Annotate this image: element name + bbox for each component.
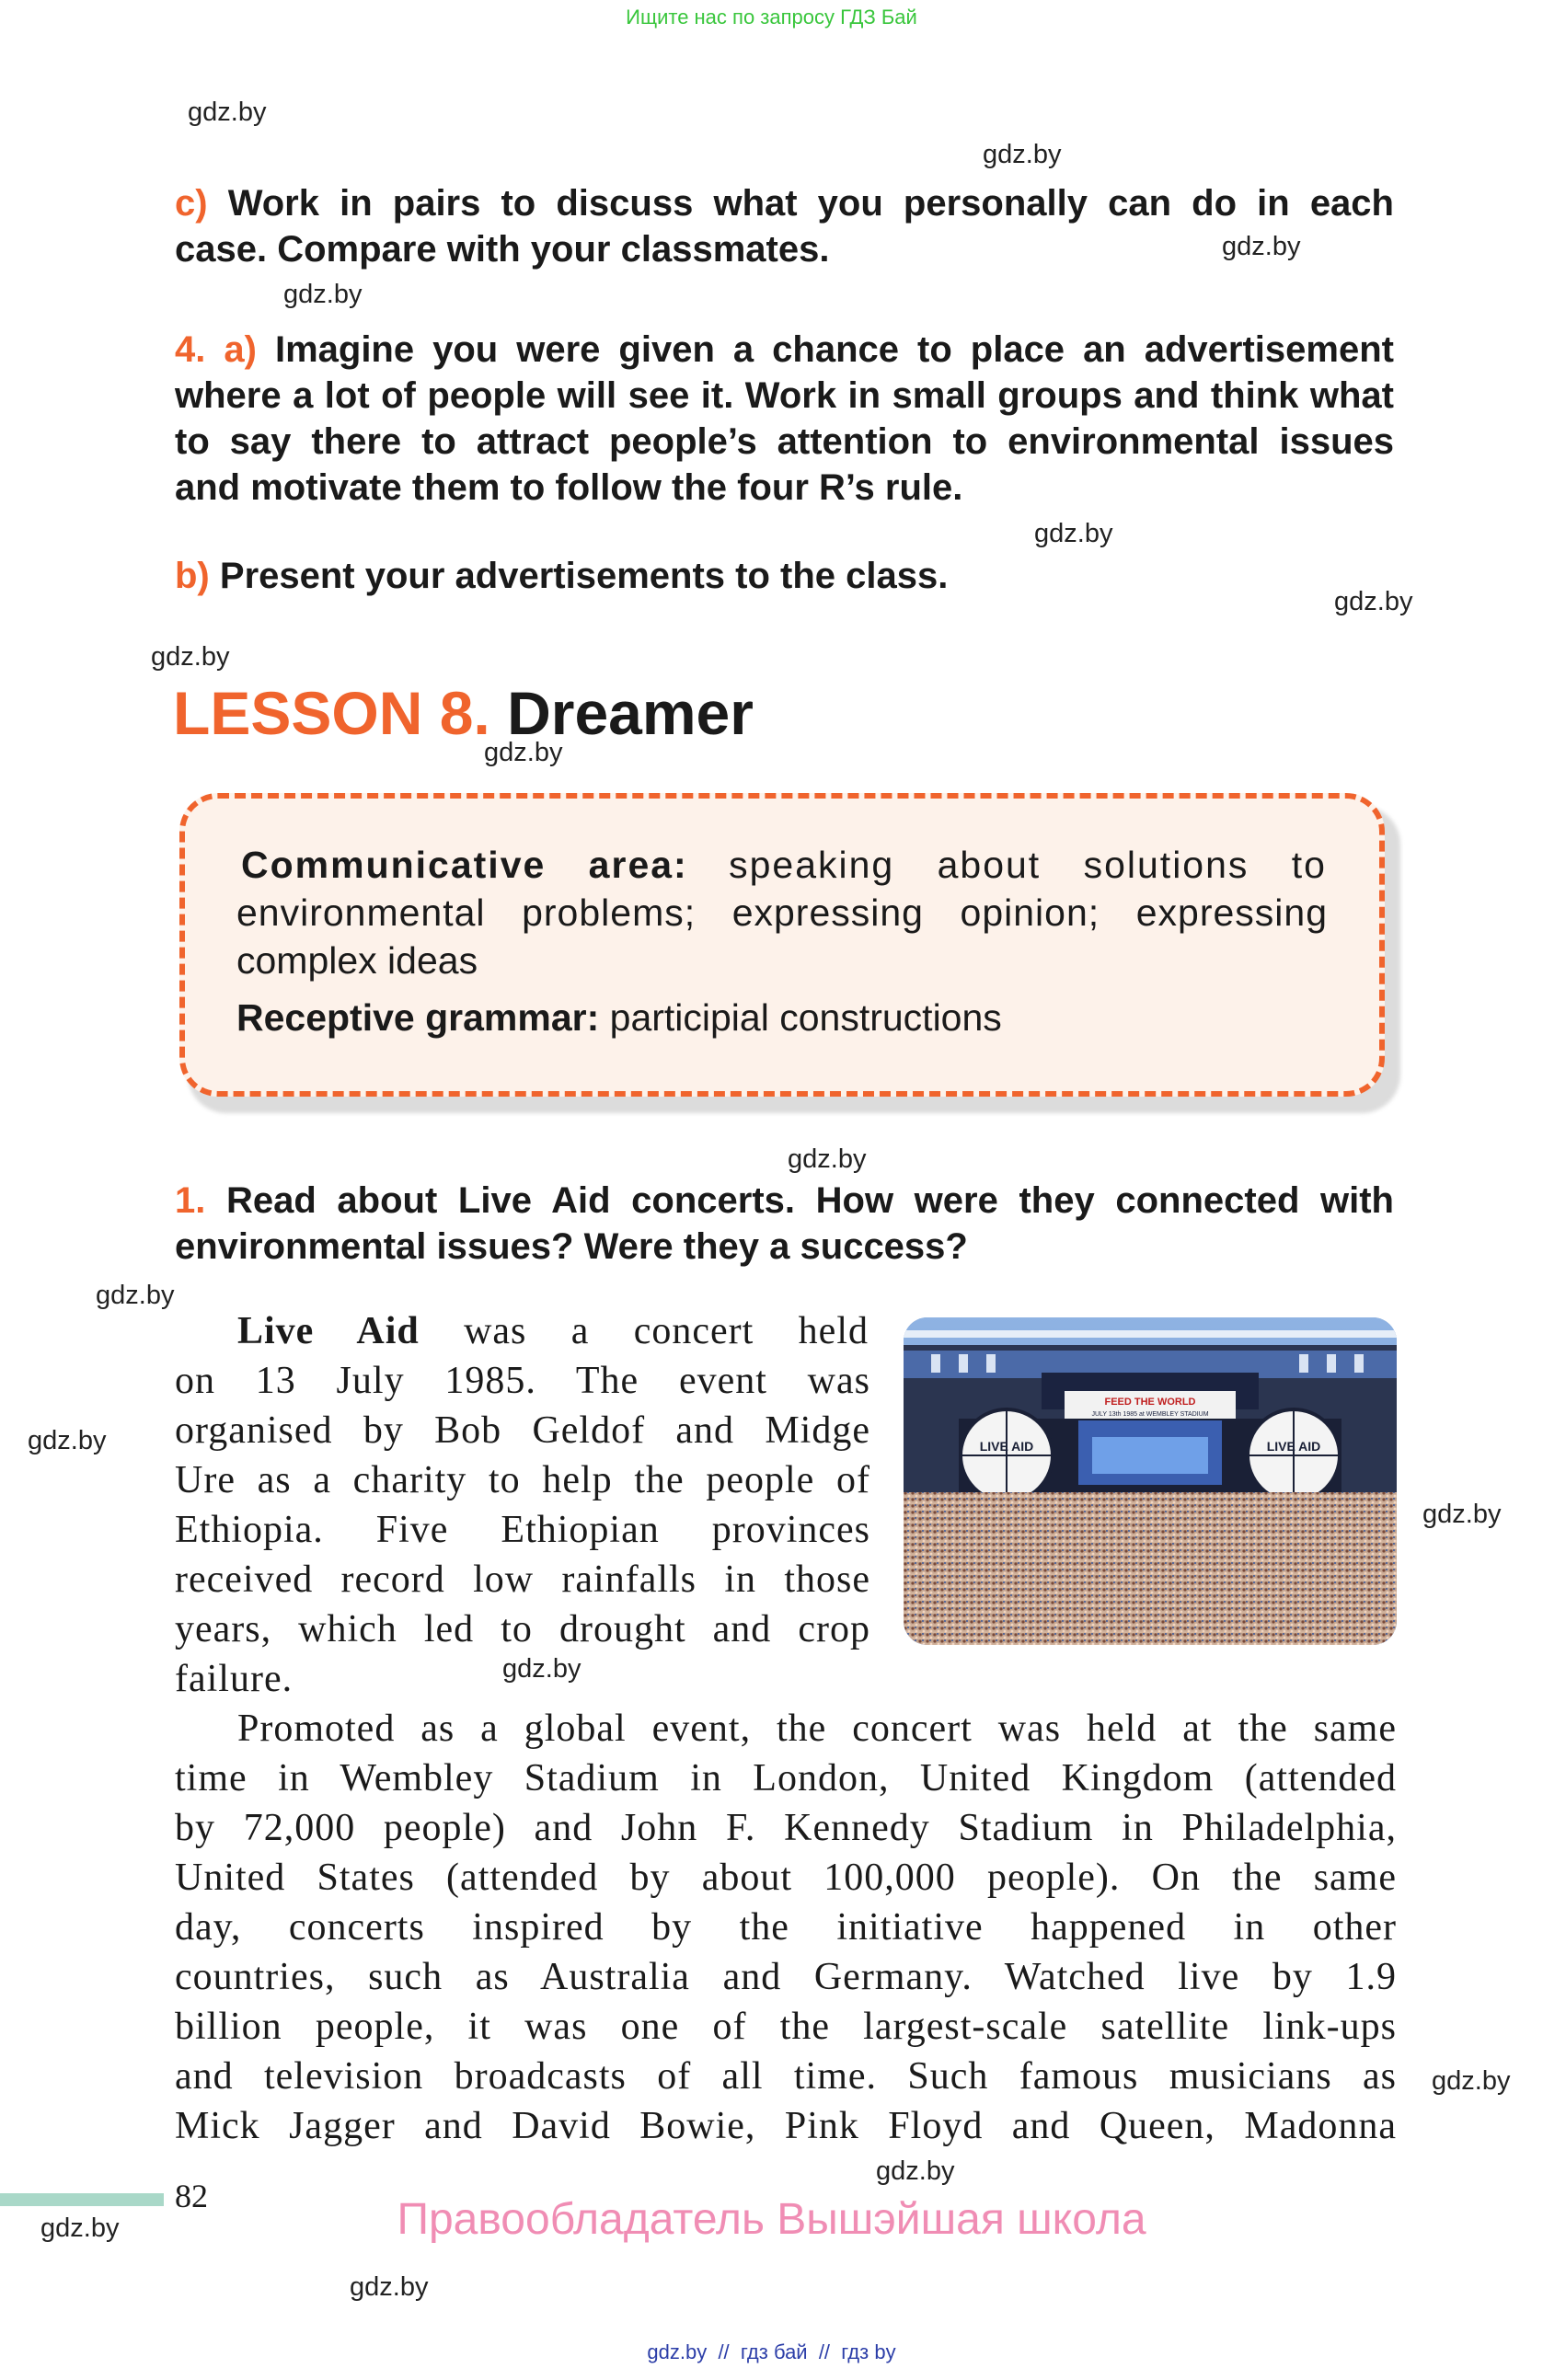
task-4b xyxy=(175,553,1394,599)
watermark: gdz.by xyxy=(1334,587,1413,616)
task-number: 4. a) xyxy=(175,329,257,370)
watermark: gdz.by xyxy=(283,280,363,309)
article-line: on 13 July 1985. The event was xyxy=(175,1360,870,1402)
watermark: gdz.by xyxy=(151,642,230,672)
task-4a-line4: and motivate them to follow the four R’s rule. xyxy=(175,467,963,508)
task-number: 1. xyxy=(175,1180,206,1221)
photo-banner-2: JULY 13th 1985 at WEMBLEY STADIUM xyxy=(1091,1411,1209,1418)
watermark: gdz.by xyxy=(1222,232,1301,261)
top-banner: Ищите нас по запросу ГДЗ Бай xyxy=(626,6,917,29)
article-line: Ethiopia. Five Ethiopian provinces xyxy=(175,1509,870,1551)
watermark: gdz.by xyxy=(983,140,1062,169)
article-line: day, concerts inspired by the initiative happened in other xyxy=(175,1906,1397,1949)
article-line: time in Wembley Stadium in London, United Kingdom (attended xyxy=(175,1757,1397,1799)
task-3c-line2: case. Compare with your classmates. xyxy=(175,229,830,270)
task-1-line2: environmental issues? Were they a success? xyxy=(175,1226,968,1267)
watermark: gdz.by xyxy=(484,738,563,767)
footer-links: gdz.by // гдз бай // гдз by xyxy=(647,2340,896,2363)
receptive-grammar-label: Receptive grammar: xyxy=(236,996,600,1039)
article-line: countries, such as Australia and Germany. Watched live by 1.9 xyxy=(175,1956,1397,1998)
task-number: c) xyxy=(175,183,208,224)
watermark: gdz.by xyxy=(350,2272,429,2302)
receptive-grammar-text: participial constructions xyxy=(609,996,1002,1039)
task-4a-line2: where a lot of people will see it. Work in small groups and think what xyxy=(175,375,1394,416)
article-line: billion people, it was one of the largest-scale satellite link-ups xyxy=(175,2006,1397,2048)
lesson-title xyxy=(173,676,754,750)
communicative-area-line xyxy=(241,841,1327,889)
task-4a xyxy=(175,327,1394,373)
article-text: was a concert held xyxy=(464,1310,869,1352)
photo-logo-right: LIVE AID xyxy=(1266,1439,1321,1454)
article-line: by 72,000 people) and John F. Kennedy Stadium in Philadelphia, xyxy=(175,1807,1397,1849)
article-line: organised by Bob Geldof and Midge xyxy=(175,1409,870,1452)
task-text: Present your advertisements to the class. xyxy=(219,556,949,596)
watermark: gdz.by xyxy=(1034,519,1113,548)
article-line xyxy=(237,1306,869,1356)
communicative-area-line-2: environmental problems; expressing opinion; expressing xyxy=(236,891,1328,934)
rights-holder: Правообладатель Вышэйшая школа xyxy=(397,2195,1146,2244)
watermark: gdz.by xyxy=(788,1144,867,1174)
communicative-area-label: Communicative area: xyxy=(241,844,688,886)
article-bold-term: Live Aid xyxy=(237,1310,420,1352)
article-line: Mick Jagger and David Bowie, Pink Floyd and Queen, Madonna xyxy=(175,2105,1397,2147)
article-line: years, which led to drought and crop xyxy=(175,1608,870,1650)
live-aid-concert-photo xyxy=(904,1317,1397,1645)
task-number: b) xyxy=(175,556,210,596)
communicative-area-line-3: complex ideas xyxy=(236,939,478,982)
watermark: gdz.by xyxy=(28,1426,107,1455)
task-3c xyxy=(175,180,1394,226)
watermark: gdz.by xyxy=(1422,1500,1502,1529)
receptive-grammar-line xyxy=(236,994,1330,1041)
article-line: failure. xyxy=(175,1658,294,1700)
watermark: gdz.by xyxy=(502,1654,582,1684)
watermark: gdz.by xyxy=(876,2156,955,2186)
task-text: Read about Live Aid concerts. How were they connected with xyxy=(225,1180,1394,1221)
lesson-name: Dreamer xyxy=(507,679,754,747)
article-line: Promoted as a global event, the concert was held at the same xyxy=(237,1707,1397,1750)
page-number: 82 xyxy=(175,2178,208,2214)
task-text: Work in pairs to discuss what you personally can do in each xyxy=(227,183,1394,224)
watermark: gdz.by xyxy=(40,2213,120,2243)
communicative-area-text: speaking about solutions to xyxy=(729,844,1327,886)
article-line: United States (attended by about 100,000 people). On the same xyxy=(175,1857,1397,1899)
article-line: received record low rainfalls in those xyxy=(175,1558,870,1601)
watermark: gdz.by xyxy=(188,98,267,127)
task-text: Imagine you were given a chance to place an advertisement xyxy=(274,329,1394,370)
task-1 xyxy=(175,1178,1394,1224)
task-4a-line3: to say there to attract people’s attention to environmental issues xyxy=(175,421,1394,462)
watermark: gdz.by xyxy=(96,1281,175,1310)
lesson-number: LESSON 8. xyxy=(173,679,490,747)
photo-banner: FEED THE WORLD xyxy=(1104,1397,1196,1408)
photo-logo-left: LIVE AID xyxy=(979,1439,1034,1454)
article-line: and television broadcasts of all time. Such famous musicians as xyxy=(175,2055,1397,2098)
watermark: gdz.by xyxy=(1432,2066,1511,2096)
article-line: Ure as a charity to help the people of xyxy=(175,1459,870,1501)
